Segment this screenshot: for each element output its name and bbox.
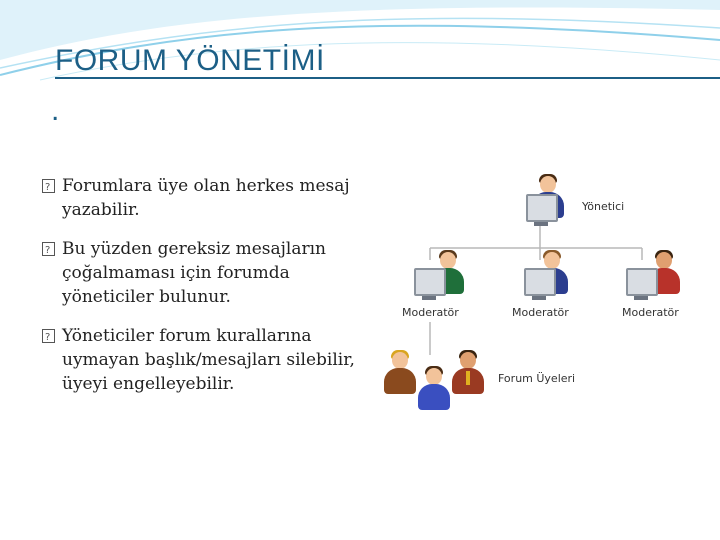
moderator-label: Moderatör xyxy=(402,306,459,319)
bullet-text: Yöneticiler forum kurallarına uymayan başlık/mesajları silebilir, üyeyi engelleyebilir. xyxy=(62,326,355,394)
bullet-text: Bu yüzden gereksiz mesajların çoğalmaması için forumda yöneticiler bulunur. xyxy=(62,239,326,307)
bullet-text: Forumlara üye olan herkes mesaj yazabilir. xyxy=(62,176,350,220)
title-dot: . xyxy=(51,94,60,127)
members-label: Forum Üyeleri xyxy=(498,372,576,385)
moderator-monitor-icon xyxy=(524,268,556,296)
forum-hierarchy-diagram xyxy=(380,170,710,430)
bullet-list xyxy=(40,174,380,411)
moderator-label: Moderatör xyxy=(622,306,679,319)
moderator-monitor-icon xyxy=(414,268,446,296)
title-underline xyxy=(55,77,720,79)
admin-label: Yönetici xyxy=(582,200,625,213)
moderator-label: Moderatör xyxy=(512,306,569,319)
bullet-marker-icon xyxy=(42,329,55,343)
slide-title: FORUM YÖNETİMİ xyxy=(55,44,325,77)
bullet-marker-icon xyxy=(42,242,55,256)
bullet-marker-icon xyxy=(42,179,55,193)
admin-monitor-icon xyxy=(526,194,558,222)
bullet-item xyxy=(40,174,380,222)
moderator-monitor-icon xyxy=(626,268,658,296)
bullet-item xyxy=(40,237,380,309)
bullet-item xyxy=(40,324,380,396)
member-user-icon xyxy=(448,352,488,402)
